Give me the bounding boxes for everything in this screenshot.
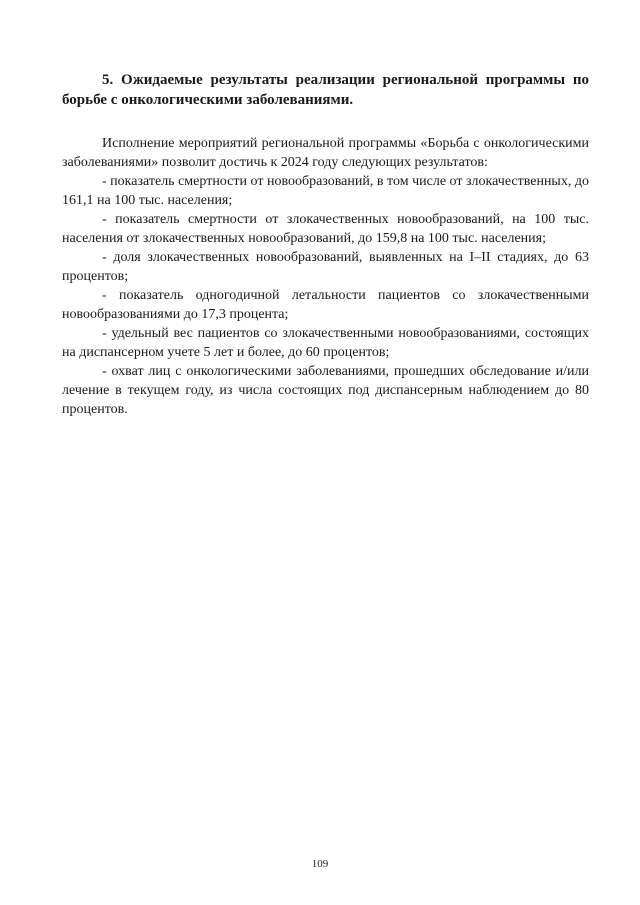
result-item: - показатель смертности от злокачественных новообразований, на 100 тыс. населения от злокачественных новообразований, до 159,8 на 100 тыс. населения; — [62, 212, 589, 246]
result-item: - удельный вес пациентов со злокачественными новообразованиями, состоящих на диспансерном учете 5 лет и более, до 60 процентов; — [62, 326, 589, 360]
page-number: 109 — [311, 858, 329, 870]
section-heading: 5. Ожидаемые результаты реализации региональной программы по борьбе с онкологическими заболеваниями. — [62, 72, 589, 108]
result-item: - охват лиц с онкологическими заболеваниями, прошедших обследование и/или лечение в текущем году, из числа состоящих под диспансерным наблюдением до 80 процентов. — [62, 364, 589, 417]
result-item: - доля злокачественных новообразований, выявленных на I–II стадиях, до 63 процентов; — [62, 250, 589, 284]
result-item: - показатель смертности от новообразований, в том числе от злокачественных, до 161,1 на 100 тыс. населения; — [62, 174, 589, 208]
document-page — [62, 70, 589, 419]
result-item: - показатель одногодичной летальности пациентов со злокачественными новообразованиями до 17,3 процента; — [62, 288, 589, 322]
intro-paragraph: Исполнение мероприятий региональной программы «Борьба с онкологическими заболеваниями» позволит достичь к 2024 году следующих результатов: — [62, 136, 589, 170]
